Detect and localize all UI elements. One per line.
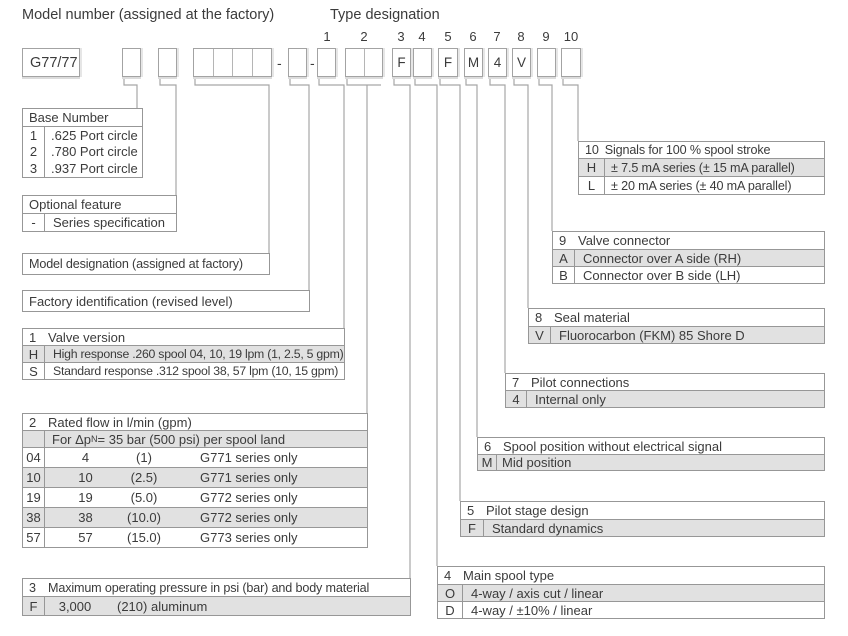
table-title [578,141,825,159]
model-code-group [193,48,272,77]
table-title [22,413,368,431]
subheader-sub: N [91,434,98,444]
position-number-9: 9 [542,29,550,44]
position-number-4: 4 [418,29,426,44]
row-text: Series specification [53,215,165,230]
connector-line [319,77,344,328]
code-value: L [579,177,605,194]
table-row [460,519,825,537]
flow-lpm: 4 [81,450,90,465]
table-title [528,308,825,327]
connector-line [490,77,505,373]
table-title [22,108,143,127]
row-text: .937 Port circle [51,161,138,177]
table-title [22,195,177,214]
type-box-4 [413,48,432,77]
table-number: 10 [585,143,599,157]
row-text: Standard dynamics [492,520,604,536]
type-box-3: F [392,48,411,77]
position-number-8: 8 [517,29,525,44]
table-title [552,231,825,250]
flow-series: G771 series only [200,470,298,485]
table-row [578,158,825,177]
model-prefix-box: G77/77 [22,48,80,77]
table-number: 4 [444,568,452,583]
flow-lpm: 10 [78,470,93,485]
code-value: O [438,585,463,601]
table-rated-flow [22,413,368,548]
table-title-text: Rated flow in l/min (gpm) [48,414,192,430]
table-title-text: Base Number [29,110,109,125]
table-number: 1 [29,329,37,345]
code-value: 3 [29,161,38,177]
code-value: D [438,602,463,618]
table-seal-material [528,308,825,344]
subheader-prefix: For Δp [52,431,92,447]
table-valve-connector [552,231,825,284]
flow-gpm: (15.0) [127,530,161,545]
table-rows [22,126,143,178]
row-text: Connector over A side (RH) [583,250,742,266]
type-box-6: M [464,48,483,77]
table-factory-identification [22,290,310,312]
table-title [22,328,345,346]
model-code-cell [194,49,214,76]
table-number: 7 [512,374,520,390]
table-title-text: Valve connector [578,233,671,248]
row-text: 4-way / ±10% / linear [471,602,593,618]
table-number: 5 [467,503,475,518]
row-text: Fluorocarbon (FKM) 85 Shore D [559,327,745,343]
code-value: B [553,267,575,283]
row-text: 4-way / axis cut / linear [471,585,604,601]
row-text: Mid position [502,455,572,470]
code-value: M [478,455,497,470]
code-cell-empty [23,431,45,447]
table-spool-position [477,437,825,471]
table-title-text: Maximum operating pressure in psi (bar) and body material [48,580,370,595]
type-box-9 [537,48,556,77]
row-text: (210) aluminum [117,598,208,614]
table-subheader-row [22,430,368,448]
table-model-designation [22,253,270,275]
connector-line [514,77,528,308]
table-main-spool [437,566,825,619]
table-number: 9 [559,233,567,248]
connector-line [415,77,437,566]
table-title [22,290,310,312]
code-value: 04 [23,448,45,467]
row-text: Internal only [535,391,606,407]
row-text: Standard response .312 spool 38, 57 lpm (10, 15 gpm) [53,364,339,378]
table-row [552,249,825,267]
table-base-number [22,108,143,178]
flow-gpm: (5.0) [130,490,158,505]
position-number-1: 1 [323,29,331,44]
connector-line [466,77,477,437]
model-code-cell [253,49,272,76]
flow-gpm: (2.5) [130,470,158,485]
flow-series: G772 series only [200,490,298,505]
code-value: F [23,597,45,615]
model-number-label: Model number (assigned at the factory) [22,7,275,23]
separator-dash: - [310,54,315,71]
model-code-box-b [158,48,177,77]
code-value: H [579,159,605,176]
table-pilot-connections [505,373,825,408]
flow-gpm: (1) [136,450,152,465]
table-title-text: Valve version [48,329,126,345]
table-row [528,326,825,344]
type-box-7: 4 [488,48,507,77]
table-row [22,507,368,528]
code-value: 10 [23,468,45,487]
table-number: 3 [29,580,36,595]
code-value: F [461,520,484,536]
position-number-6: 6 [469,29,477,44]
type-box-2-cell [346,49,365,76]
code-value: S [23,363,45,379]
table-row [22,596,411,616]
row-text: ± 20 mA series (± 40 mA parallel) [611,178,792,193]
table-max-pressure [22,578,411,616]
code-value: 2 [29,144,38,160]
connector-line [160,77,176,195]
table-title-text: Pilot connections [531,374,630,390]
table-title-text: Pilot stage design [486,503,589,518]
pressure-value: 3,000 [58,598,92,614]
table-title-text: Signals for 100 % spool stroke [604,143,771,157]
type-box-1 [317,48,336,77]
table-row [22,345,345,363]
position-number-7: 7 [493,29,501,44]
table-title-text: Optional feature [29,197,122,212]
connector-line [290,77,309,290]
type-designation-label: Type designation [330,7,440,23]
table-optional-feature [22,195,177,232]
table-row [22,362,345,380]
model-code-box-c [288,48,307,77]
position-number-2: 2 [360,29,368,44]
table-row [22,527,368,548]
table-signals [578,141,825,195]
separator-dash: - [277,54,282,71]
table-number: 2 [29,414,37,430]
position-number-5: 5 [444,29,452,44]
table-row [22,213,177,232]
position-number-10: 10 [563,29,579,44]
connector-line [124,77,137,108]
table-title [22,253,270,275]
row-text: Connector over B side (LH) [583,267,741,283]
flow-gpm: (10.0) [127,510,161,525]
text-column [45,127,138,177]
table-row [22,467,368,488]
connector-line [539,77,552,231]
table-title-text: Model designation (assigned at factory) [29,257,243,271]
type-box-2 [345,48,383,77]
table-valve-version [22,328,345,380]
table-title-text: Seal material [554,310,630,325]
model-code-cell [233,49,253,76]
code-value: H [23,346,45,362]
type-box-10 [561,48,581,77]
flow-series: G772 series only [200,510,298,525]
code-value: 1 [29,127,38,143]
flow-lpm: 57 [78,530,93,545]
table-title [460,501,825,520]
model-code-cell [214,49,234,76]
table-row [22,447,368,468]
type-box-8: V [512,48,531,77]
flow-lpm: 19 [78,490,93,505]
code-value: 19 [23,488,45,507]
code-column [23,127,45,177]
connector-line [347,77,381,85]
subheader-text [45,431,285,447]
flow-series: G771 series only [200,450,298,465]
table-title [505,373,825,391]
type-box-2-cell [365,49,383,76]
position-number-3: 3 [397,29,405,44]
model-code-box-a [122,48,141,77]
table-title [477,437,825,455]
connector-line [195,77,269,253]
code-value: 38 [23,508,45,527]
code-value: 4 [506,391,527,407]
row-text: .780 Port circle [51,144,138,160]
flow-lpm: 38 [78,510,93,525]
code-value: A [553,250,575,266]
table-number: 8 [535,310,543,325]
table-row [505,390,825,408]
type-box-5: F [438,48,458,77]
connector-line [440,77,460,501]
table-title-text: Main spool type [463,568,555,583]
table-title-text: Factory identification (revised level) [29,293,233,309]
table-pilot-stage [460,501,825,537]
code-value: V [529,327,551,343]
table-row [578,176,825,195]
row-text: High response .260 spool 04, 10, 19 lpm (1, 2.5, 5 gpm) [53,347,344,361]
table-row [437,601,825,619]
table-title [437,566,825,585]
table-title-text: Spool position without electrical signal [503,438,722,454]
subheader-rest: = 35 bar (500 psi) per spool land [97,431,286,447]
table-row [437,584,825,602]
code-value: 57 [23,528,45,547]
table-row [552,266,825,284]
flow-series: G773 series only [200,530,298,545]
connector-line [563,77,578,141]
code-value: - [23,214,45,231]
connector-line [394,77,410,578]
row-text: ± 7.5 mA series (± 15 mA parallel) [611,160,795,175]
table-title [22,578,411,597]
table-number: 6 [484,438,492,454]
table-row [477,454,825,471]
row-text: .625 Port circle [51,127,138,143]
table-row [22,487,368,508]
